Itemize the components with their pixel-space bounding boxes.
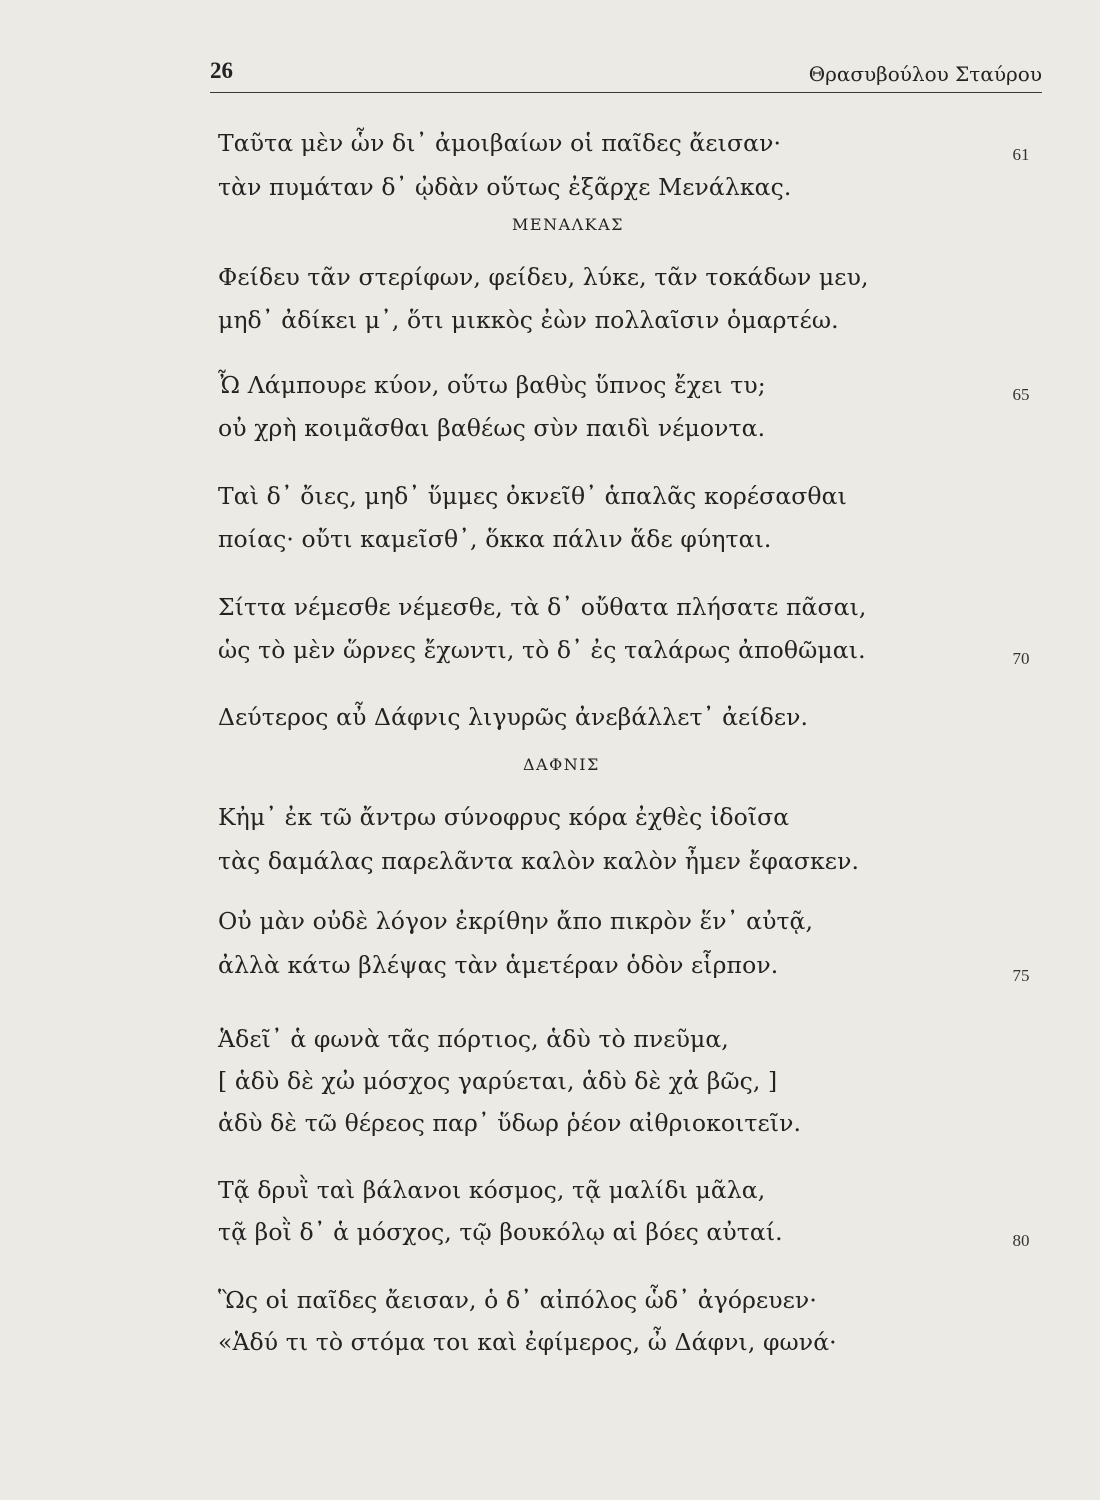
- line-number: 61: [1012, 145, 1030, 164]
- verse-line: οὐ χρὴ κοιμᾶσθαι βαθέως σὺν παιδὶ νέμοντα.: [218, 414, 766, 442]
- verse-line: «Ἁδύ τι τὸ στόμα τοι καὶ ἐφίμερος, ὦ Δάφνι, φωνά·: [218, 1328, 837, 1356]
- line-number: 65: [1012, 385, 1030, 404]
- verse-line: [ ἁδὺ δὲ χὠ μόσχος γαρύεται, ἁδὺ δὲ χἀ βῶς, ]: [218, 1067, 778, 1095]
- verse-line: Κἠμ᾽ ἐκ τῶ ἄντρω σύνοφρυς κόρα ἐχθὲς ἰδοῖσα: [218, 803, 790, 831]
- speaker-heading-daphnis: ΔΑΦΝΙΣ: [523, 755, 600, 774]
- line-number: 80: [1012, 1231, 1030, 1250]
- verse-line: Ταῦτα μὲν ὧν δι᾽ ἀμοιβαίων οἱ παῖδες ἄεισαν·: [218, 129, 782, 157]
- verse-line: Σίττα νέμεσθε νέμεσθε, τὰ δ᾽ οὔθατα πλήσατε πᾶσαι,: [218, 593, 867, 621]
- verse-line: Ὦ Λάμπουρε κύον, οὕτω βαθὺς ὕπνος ἔχει τυ;: [218, 371, 766, 399]
- page-number: 26: [210, 58, 233, 83]
- verse-line: τὰς δαμάλας παρελᾶντα καλὸν καλὸν ἦμεν ἔφασκεν.: [218, 847, 860, 875]
- verse-line: Ταὶ δ᾽ ὄιες, μηδ᾽ ὕμμες ὀκνεῖθ᾽ ἁπαλᾶς κορέσασθαι: [218, 482, 847, 510]
- verse-line: τὰν πυμάταν δ᾽ ᾠδὰν οὕτως ἐξᾶρχε Μενάλκας.: [218, 173, 792, 201]
- line-number: 75: [1012, 966, 1030, 985]
- verse-line: ἀλλὰ κάτω βλέψας τὰν ἁμετέραν ὁδὸν εἷρπον.: [218, 951, 779, 979]
- verse-line: Ὣς οἱ παῖδες ἄεισαν, ὁ δ᾽ αἰπόλος ὧδ᾽ ἀγόρευεν·: [218, 1286, 817, 1314]
- verse-line: Τᾷ δρυῒ ταὶ βάλανοι κόσμος, τᾷ μαλίδι μᾶλα,: [218, 1176, 766, 1204]
- verse-line: ἁδὺ δὲ τῶ θέρεος παρ᾽ ὕδωρ ῥέον αἰθριοκοιτεῖν.: [218, 1109, 802, 1137]
- verse-line: ὡς τὸ μὲν ὥρνες ἔχωντι, τὸ δ᾽ ἐς ταλάρως ἀποθῶμαι.: [218, 636, 866, 664]
- running-head: Θρασυβούλου Σταύρου: [808, 62, 1042, 86]
- verse-line: Φείδευ τᾶν στερίφων, φείδευ, λύκε, τᾶν τοκάδων μευ,: [218, 263, 869, 291]
- verse-line: Οὐ μὰν οὐδὲ λόγον ἐκρίθην ἄπο πικρὸν ἕν᾽ αὐτᾷ,: [218, 907, 814, 935]
- speaker-heading-menalkas: ΜΕΝΑΛΚΑΣ: [512, 215, 624, 234]
- verse-line: μηδ᾽ ἀδίκει μ᾽, ὅτι μικκὸς ἐὼν πολλαῖσιν ὁμαρτέω.: [218, 306, 839, 334]
- line-number: 70: [1012, 649, 1030, 668]
- verse-line: ποίας· οὔτι καμεῖσθ᾽, ὅκκα πάλιν ἅδε φύηται.: [218, 525, 772, 553]
- verse-line: τᾷ βοῒ δ᾽ ἁ μόσχος, τῷ βουκόλῳ αἱ βόες αὐταί.: [218, 1218, 783, 1246]
- page-header: [210, 58, 1042, 93]
- verse-line: Ἁδεῖ᾽ ἁ φωνὰ τᾶς πόρτιος, ἁδὺ τὸ πνεῦμα,: [218, 1025, 729, 1053]
- verse-line: Δεύτερος αὖ Δάφνις λιγυρῶς ἀνεβάλλετ᾽ ἀείδεν.: [218, 703, 809, 731]
